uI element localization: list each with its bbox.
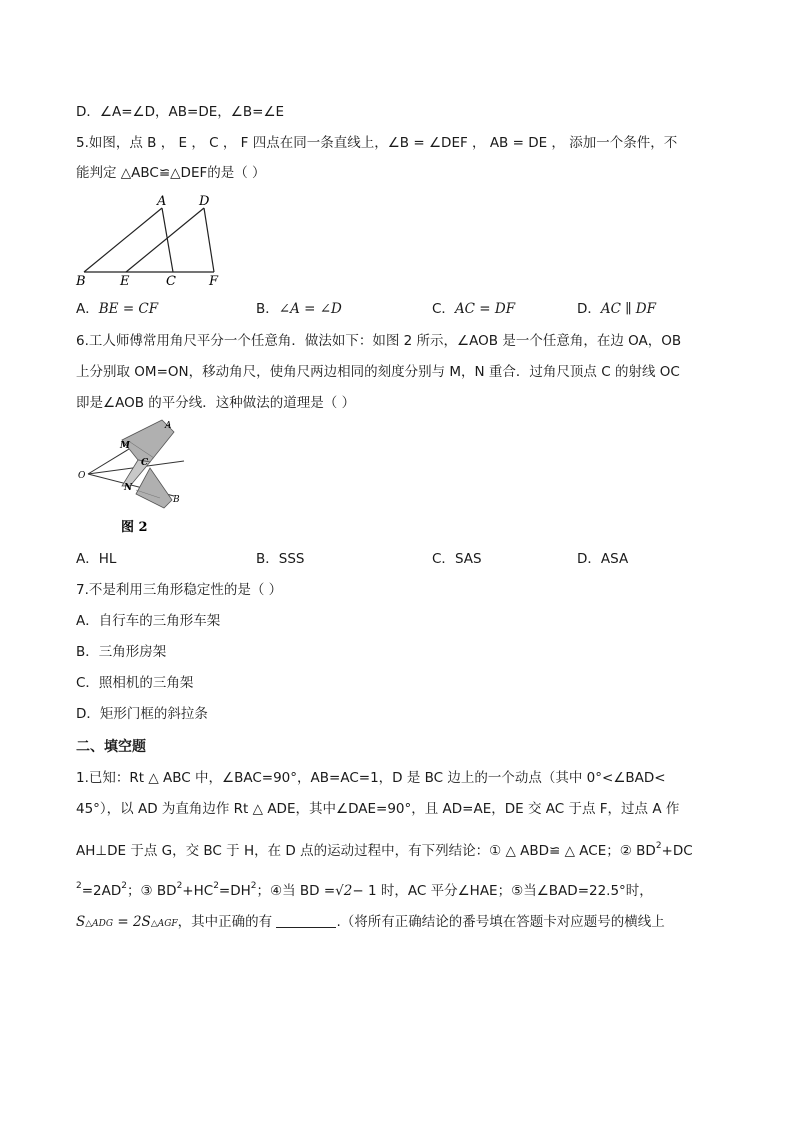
q5-label-D: D xyxy=(199,194,210,209)
q6-option-c: C．SAS xyxy=(432,551,482,567)
q5-option-a: A．BE = CF xyxy=(76,301,159,317)
q6-option-d: D．ASA xyxy=(577,551,629,567)
fill1-line2: 45°），以 AD 为直角边作 Rt △ ADE，其中∠DAE=90°，且 AD=AE，DE 交 AC 于点 F，过点 A 作 xyxy=(76,801,680,817)
fill1-line5: S△ADG = 2S△AGF，其中正确的有 .（将所有正确结论的番号填在答题卡对应题号的横线上 xyxy=(76,914,665,930)
q5-label-E: E xyxy=(120,274,130,288)
q5-option-d: D．AC ∥ DF xyxy=(577,301,656,317)
q6-stem-line2: 上分别取 OM=ON，移动角尺，使角尺两边相同的刻度分别与 M，N 重合．过角尺顶点 C 的射线 OC xyxy=(76,364,680,380)
q5-triangle-figure xyxy=(70,192,230,288)
q4-option-d: D．∠A=∠D，AB=DE，∠B=∠E xyxy=(76,104,285,120)
q5-stem-line1: 5.如图，点 B ， E ， C ， F 四点在同一条直线上，∠B = ∠DEF ， AB = DE ， 添加一个条件，不 xyxy=(76,135,678,151)
q6-option-b: B．SSS xyxy=(256,551,305,567)
q5-option-b: B．∠A = ∠D xyxy=(256,301,342,317)
fill1-line1: 1.已知：Rt △ ABC 中，∠BAC=90°，AB=AC=1，D 是 BC 边上的一个动点（其中 0°<∠BAD< xyxy=(76,770,666,786)
q6-figure-caption: 图 2 xyxy=(121,520,148,535)
q6-label-M: M xyxy=(120,441,130,451)
fill1-line4: $^2=2AD^2$；③ $BD^2+HC^2=DH^2$；④当 BD =√2− 1 时，AC 平分∠HAE；⑤当∠BAD=22.5°时， xyxy=(76,881,653,899)
q6-option-a: A．HL xyxy=(76,551,117,567)
q6-angle-ruler-figure xyxy=(72,418,192,536)
q5-option-c: C．AC = DF xyxy=(432,301,516,317)
q5-label-F: F xyxy=(209,274,219,288)
answer-blank[interactable] xyxy=(276,914,336,928)
q7-option-c: C．照相机的三角架 xyxy=(76,675,194,691)
section-title-fill-in: 二、填空题 xyxy=(76,739,146,755)
q6-label-C: C xyxy=(141,458,149,468)
q6-stem-line1: 6.工人师傅常用角尺平分一个任意角．做法如下：如图 2 所示，∠AOB 是一个任意角，在边 OA，OB xyxy=(76,333,682,349)
fill1-line3: AH⊥DE 于点 G，交 BC 于 H，在 D 点的运动过程中，有下列结论：① △ ABD≌ △ ACE；② $BD^2+DC$ xyxy=(76,841,693,859)
q7-option-a: A．自行车的三角形车架 xyxy=(76,613,221,629)
q6-label-B: B xyxy=(173,495,180,505)
q5-label-B: B xyxy=(76,274,86,288)
q7-option-d: D．矩形门框的斜拉条 xyxy=(76,706,208,722)
q5-label-A: A xyxy=(157,194,167,209)
q7-option-b: B．三角形房架 xyxy=(76,644,167,660)
q7-stem: 7.不是利用三角形稳定性的是（ ） xyxy=(76,582,283,598)
q5-stem-line2: 能判定 △ABC≌△DEF的是（ ） xyxy=(76,165,266,181)
q5-label-C: C xyxy=(166,274,176,288)
q6-label-O: O xyxy=(78,471,86,481)
q6-label-A: A xyxy=(165,421,172,431)
q6-label-N: N xyxy=(124,483,133,493)
q6-stem-line3: 即是∠AOB 的平分线．这种做法的道理是（ ） xyxy=(76,395,356,411)
